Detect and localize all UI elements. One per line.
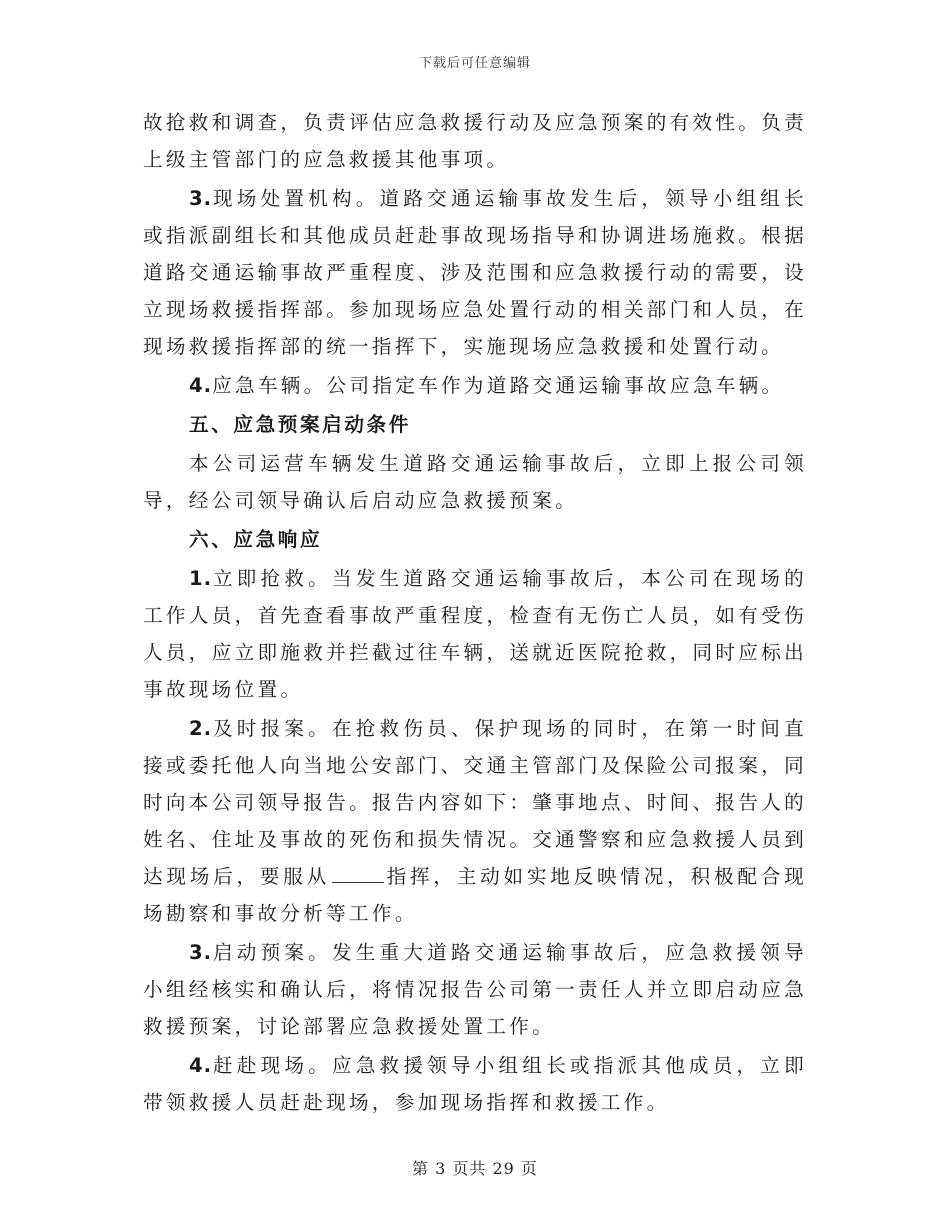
paragraph-continued: 故抢救和调查，负责评估应急救援行动及应急预案的有效性。负责上级主管部门的应急救援其他事项。 [143, 111, 807, 171]
section-heading-5: 五、应急预案启动条件 [189, 413, 411, 436]
item-number: 3. [189, 941, 213, 964]
item-text: 立即抢救。当发生道路交通运输事故后，本公司在现场的工作人员，首先查看事故严重程度，检查有无伤亡人员，如有受伤人员，应立即施救并拦截过往车辆，送就近医院抢救，同时应标出事故现场位置。 [143, 567, 807, 701]
section-heading-6: 六、应急响应 [189, 528, 323, 551]
item-text: 应急车辆。公司指定车作为道路交通运输事故应急车辆。 [212, 374, 785, 397]
paragraph-item-4-vehicles [143, 367, 807, 404]
item-number: 4. [189, 1054, 213, 1077]
item-text: 现场处置机构。道路交通运输事故发生后，领导小组组长或指派副组长和其他成员赶赴事故现场指导和协调进场施救。根据道路交通运输事故严重程度、涉及范围和应急救援行动的需要，设立现场救援指挥部。参加现场应急处置行动的相关部门和人员，在现场救援指挥部的统一指挥下，实施现场应急救援和处置行动。 [143, 187, 807, 358]
item-number: 2. [189, 717, 213, 740]
item-text: 启动预案。发生重大道路交通运输事故后，应急救援领导小组经核实和确认后，将情况报告公司第一责任人并立即启动应急救援预案，讨论部署应急救援处置工作。 [143, 941, 807, 1038]
paragraph-item-3-activate-plan [143, 934, 807, 1045]
paragraph-start-condition: 本公司运营车辆发生道路交通运输事故后，立即上报公司领导，经公司领导确认后启动应急救援预案。 [143, 452, 807, 512]
paragraph-item-1-rescue [143, 560, 807, 708]
document-body [143, 104, 807, 1121]
page-header: 下载后可任意编辑 [418, 56, 531, 71]
item-number: 1. [189, 567, 213, 590]
item-text: 及时报案。在抢救伤员、保护现场的同时，在第一时间直接或委托他人向当地公安部门、交通主管部门及保险公司报案，同时向本公司领导报告。报告内容如下：肇事地点、时间、报告人的姓名、住址及事故的死伤和损失情况。交通警察和应急救援人员到达现场后，要服从 [143, 717, 807, 888]
item-number: 4. [189, 374, 213, 397]
fill-in-blank [332, 864, 384, 883]
page-footer: 第 3 页共 29 页 [412, 1159, 538, 1178]
paragraph-item-3-onsite-agency [143, 180, 807, 365]
item-text: 指挥，主动如实地反映情况，积极配合现场勘察和事故分析等工作。 [143, 865, 807, 925]
paragraph-item-4-rush-to-scene [143, 1047, 807, 1121]
item-text: 赶赴现场。应急救援领导小组组长或指派其他成员，立即带领救援人员赶赴现场，参加现场指挥和救援工作。 [143, 1054, 807, 1114]
paragraph-item-2-report [143, 710, 807, 932]
item-number: 3. [189, 187, 213, 210]
